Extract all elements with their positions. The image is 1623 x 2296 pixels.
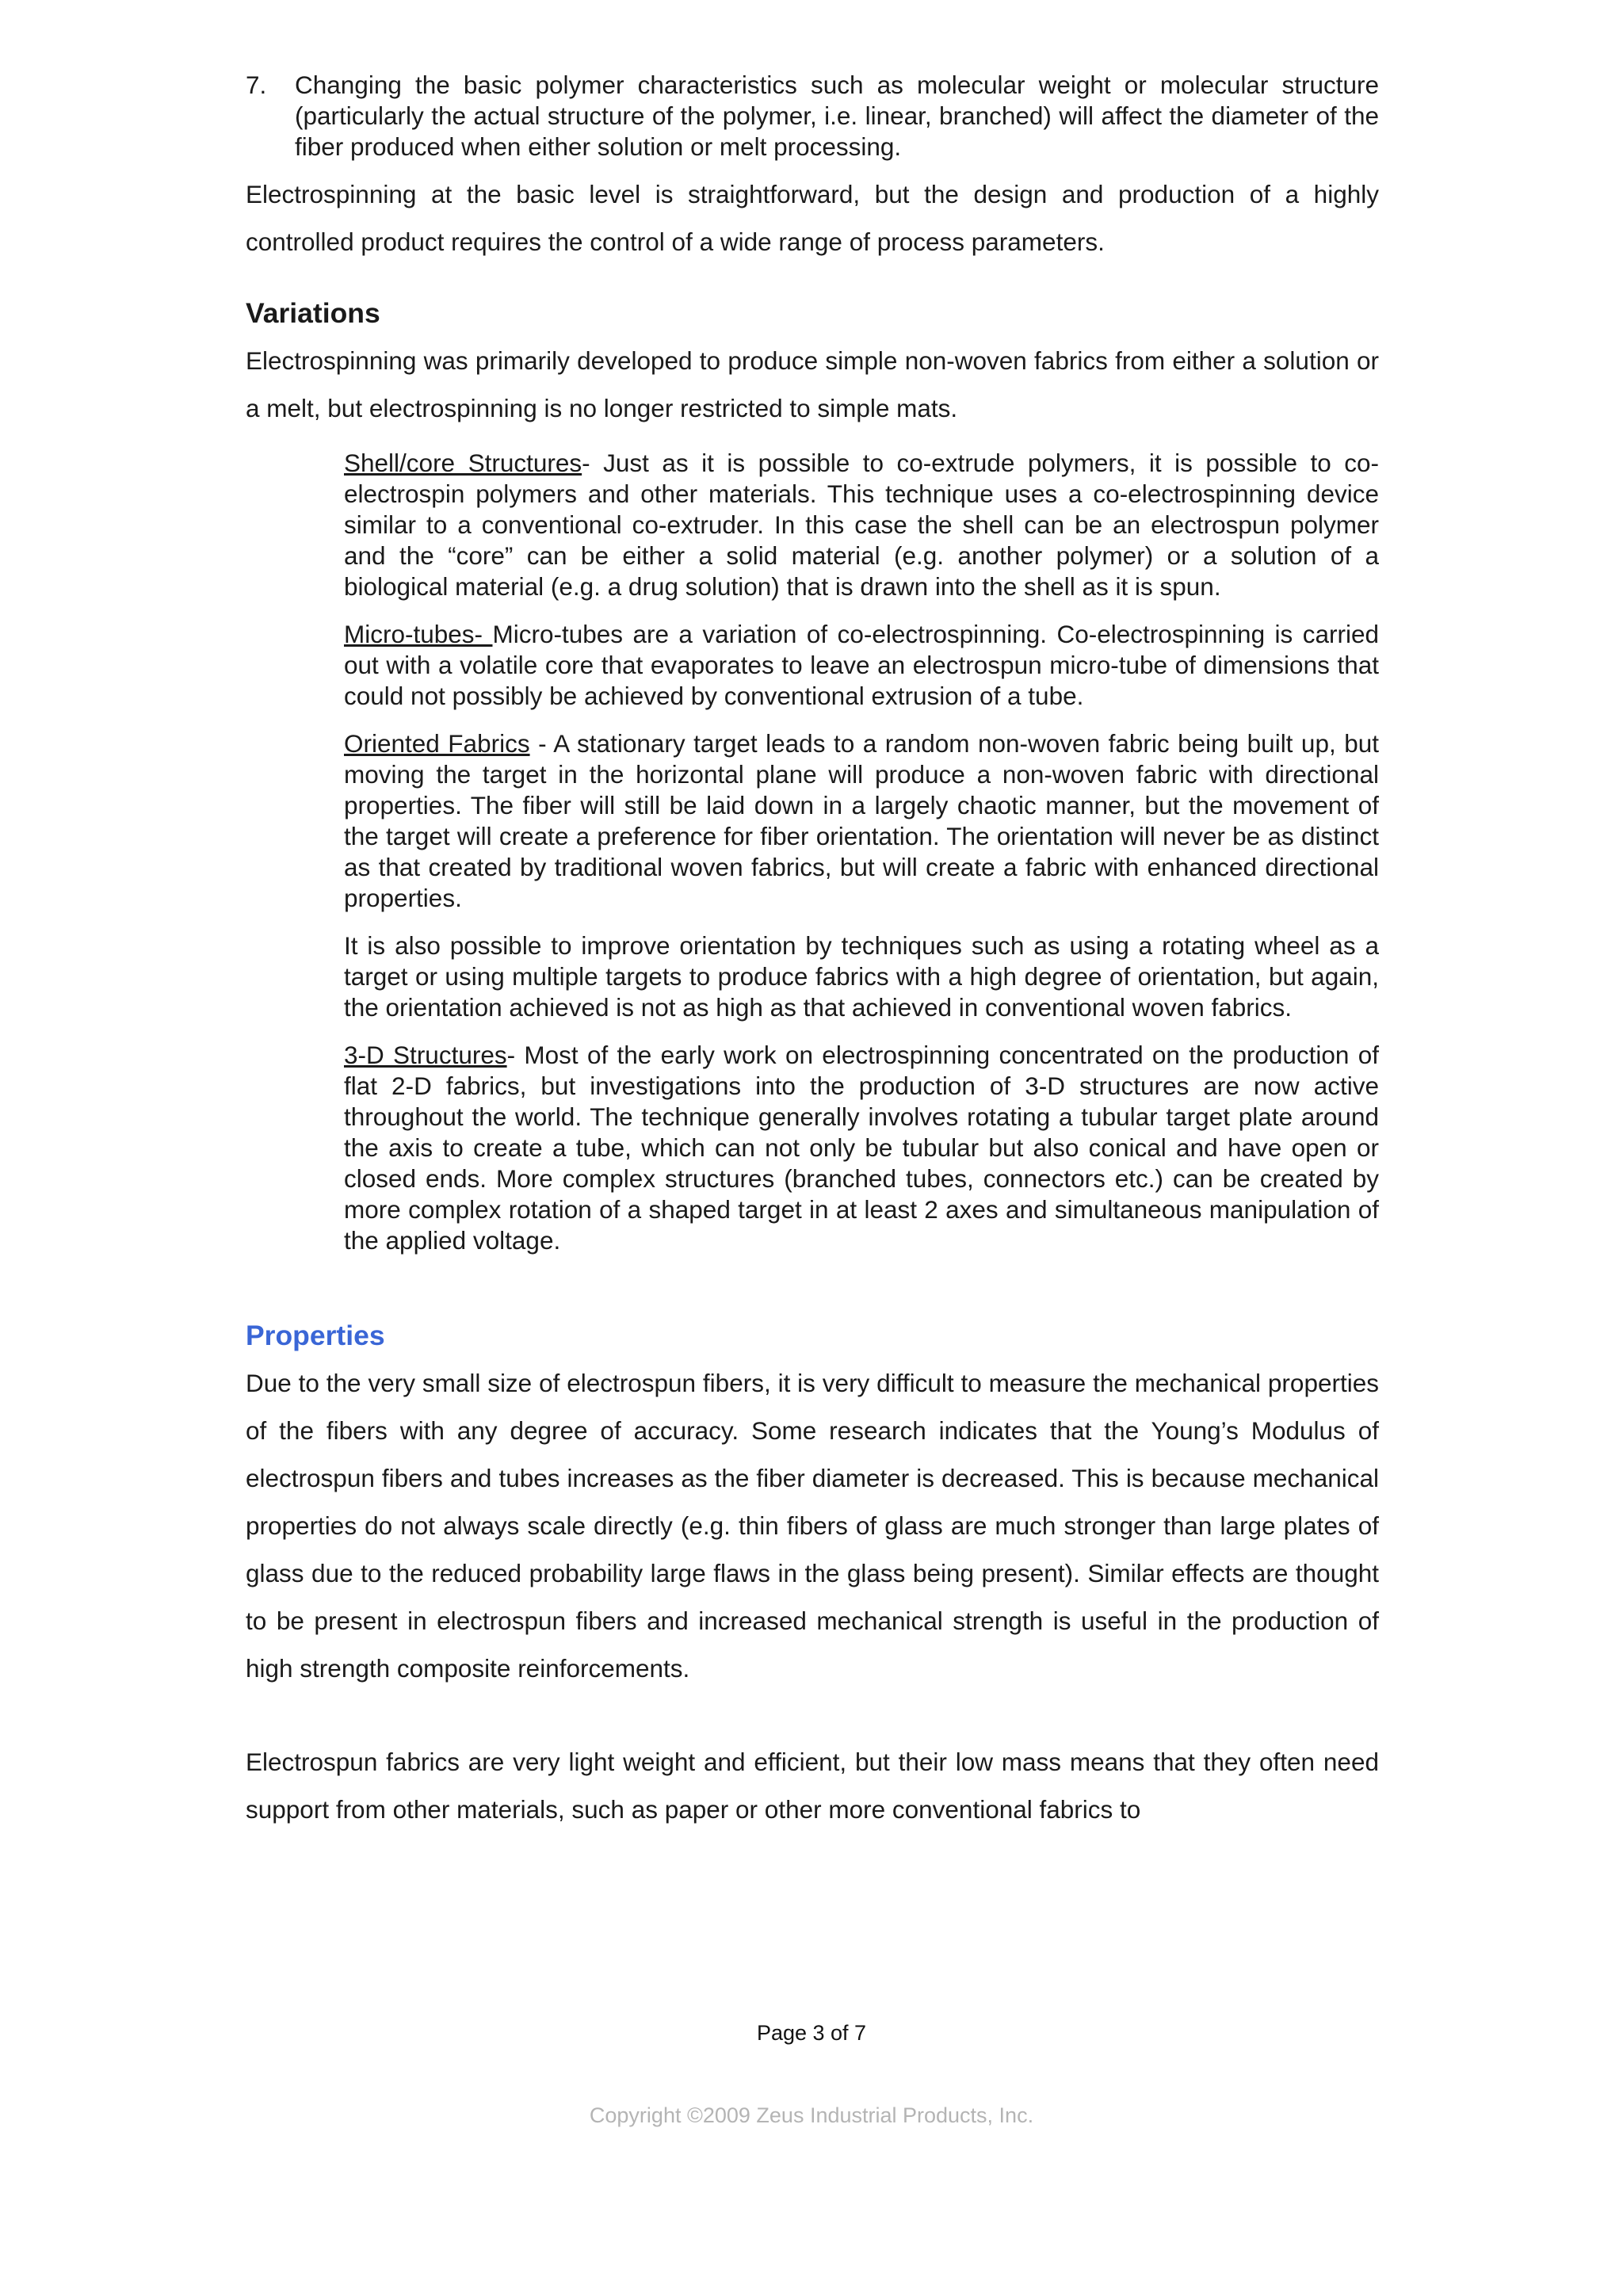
list-item-7 bbox=[246, 70, 1379, 162]
list-number: 7. bbox=[246, 71, 267, 99]
page-content bbox=[246, 70, 1379, 1833]
three-d-structures-paragraph bbox=[344, 1040, 1379, 1256]
intro-paragraph: Electrospinning at the basic level is straightforward, but the design and production of a highly controlled product requires the control of a wide range of process parameters. bbox=[246, 180, 1379, 256]
properties-paragraph-2: Electrospun fabrics are very light weight and efficient, but their low mass means that they often need support from other materials, such as paper or other more conventional fabrics to bbox=[246, 1748, 1379, 1824]
three-d-structures-body: - Most of the early work on electrospinning concentrated on the production of flat 2-D fabrics, but investigations into the production of 3-D structures are now active throughout the world. The technique generally involves rotating a tubular target plate around the axis to create a tube, which can not only be tubular but also conical and have open or closed ends. More complex structures (branched tubes, connectors etc.) can be created by more complex rotation of a shaped target in at least 2 axes and simultaneous manipulation of the applied voltage. bbox=[344, 1041, 1379, 1255]
shell-core-paragraph bbox=[344, 448, 1379, 602]
variations-intro: Electrospinning was primarily developed to produce simple non-woven fabrics from either a solution or a melt, but electrospinning is no longer restricted to simple mats. bbox=[246, 346, 1379, 422]
micro-tubes-body: Micro-tubes are a variation of co-electrospinning. Co-electrospinning is carried out with a volatile core that evaporates to leave an electrospun micro-tube of dimensions that could not possibly be achieved by conventional extrusion of a tube. bbox=[344, 620, 1379, 710]
oriented-fabrics-body: - A stationary target leads to a random non-woven fabric being built up, but moving the target in the horizontal plane will produce a non-woven fabric with directional properties. The fiber will still be laid down in a largely chaotic manner, but the movement of the target will create a preference for fiber orientation. The orientation will never be as distinct as that created by traditional woven fabrics, but will create a fabric with enhanced directional properties. bbox=[344, 729, 1379, 912]
list-item-text: Changing the basic polymer characteristics such as molecular weight or molecular structure (particularly the actual structure of the polymer, i.e. linear, branched) will affect the diameter of the fiber produced when either solution or melt processing. bbox=[295, 71, 1379, 161]
variations-list bbox=[246, 448, 1379, 1256]
orientation-note-paragraph: It is also possible to improve orientation by techniques such as using a rotating wheel as a target or using multiple targets to produce fabrics with a high degree of orientation, but again, the orientation achieved is not as high as that achieved in conventional woven fabrics. bbox=[344, 931, 1379, 1022]
three-d-structures-title: 3-D Structures bbox=[344, 1041, 507, 1069]
micro-tubes-title: Micro-tubes- bbox=[344, 620, 493, 648]
page-number: Page 3 of 7 bbox=[756, 2021, 867, 2045]
properties-heading: Properties bbox=[246, 1320, 385, 1351]
shell-core-title: Shell/core Structures bbox=[344, 449, 582, 477]
micro-tubes-paragraph bbox=[344, 619, 1379, 712]
oriented-fabrics-title: Oriented Fabrics bbox=[344, 729, 530, 758]
copyright-notice: Copyright ©2009 Zeus Industrial Products, Inc. bbox=[589, 2103, 1034, 2127]
properties-paragraph-1: Due to the very small size of electrospun fibers, it is very difficult to measure the mechanical properties of the fibers with any degree of accuracy. Some research indicates that the Young’s Modulus of electrospun fibers and tubes increases as the fiber diameter is decreased. This is because mechanical properties do not always scale directly (e.g. thin fibers of glass are much stronger than large plates of glass due to the reduced probability large flaws in the glass being present). Similar effects are thought to be present in electrospun fibers and increased mechanical strength is useful in the production of high strength composite reinforcements. bbox=[246, 1369, 1379, 1683]
oriented-fabrics-paragraph bbox=[344, 728, 1379, 914]
shell-core-body: - Just as it is possible to co-extrude polymers, it is possible to co-electrospin polymers and other materials. This technique uses a co-electrospinning device similar to a conventional co-extruder. In this case the shell can be an electrospun polymer and the “core” can be either a solid material (e.g. another polymer) or a solution of a biological material (e.g. a drug solution) that is drawn into the shell as it is spun. bbox=[344, 449, 1380, 601]
variations-heading: Variations bbox=[246, 297, 380, 329]
